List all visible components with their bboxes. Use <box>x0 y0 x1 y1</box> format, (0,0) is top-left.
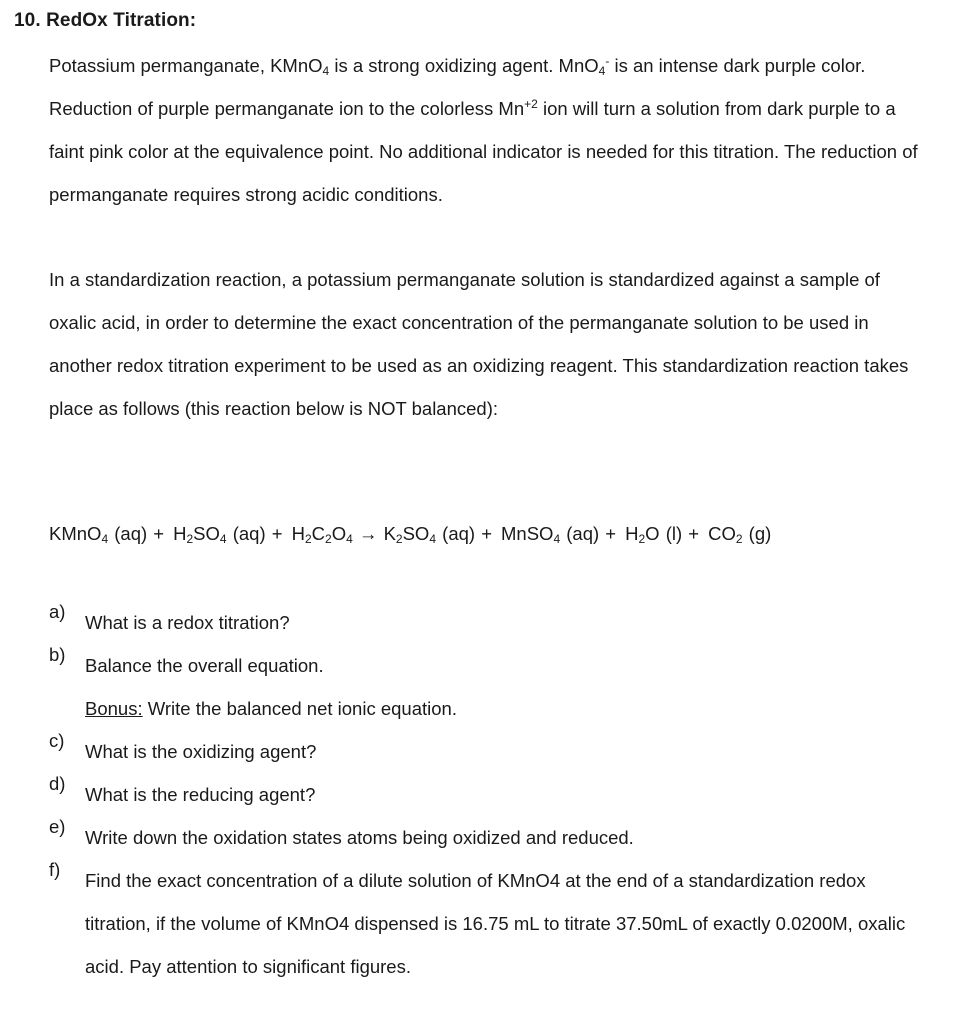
intro-paragraph: Potassium permanganate, KMnO$_4$ is a strong oxidizing agent. MnO$_4$- is an intense dark purple color. Reduction of purple permanganate ion to the colorless $Mn^{+2}$ ion will turn a solution from dark purple to a faint pink color at the equivalence point. No additional indicator is needed for this titration. The reduction of permanganate requires strong acidic conditions. <box>49 54 918 205</box>
document-page: 10. RedOx Titration: Potassium permanganate, KMnO$_4$ is a strong oxidizing agent. MnO$_4$- is an intense dark purple color. Reduction of purple permanganate ion to the colorless $Mn^{+2}$ ion will turn a solution from dark purple to a faint pink color at the equivalence point. No additional indicator is needed for this titration. The reduction of permanganate requires strong acidic conditions. In a standardization reaction, a potassium permanganate solution is standardized against a sample of oxalic acid, in order to determine the exact concentration of the permanganate solution to be used in another redox titration experiment to be used as an oxidizing reagent. This standardization reaction takes place as follows (this reaction below is NOT balanced): KMnO$_4$ $(aq) + H_2SO_4$ $(aq) + H_2C_2O_4 \to K_2SO_4$ (aq) + MnSO$_4$ $(aq) + H_2O$ $(l) + CO_2$ (g) a) What is a redox titration? b) Balance the overall equation. Bonus: Write the balanced net ionic equation. c) What is the oxidizing agent? d) What is the reducing agent? e) Write down the oxidation states atoms being oxidized and reduced. f) Find the exact concentration of a dilute solution of KMnO4 at the end of a standardization redox titration, if the volume of KMnO4 dispensed is 16.75 mL to titrate 37.50mL of exactly 0.0200M, oxalic acid. Pay attention to significant figures. <box>0 0 963 1024</box>
unbalanced-equation: KMnO$_4$ $(aq) + H_2SO_4$ $(aq) + H_2C_2O_4 \to K_2SO_4$ (aq) + MnSO$_4$ $(aq) + H_2O$ $(l) + CO_2$ (g) <box>49 523 772 546</box>
standardization-paragraph: In a standardization reaction, a potassium permanganate solution is standardized against a sample of oxalic acid, in order to determine the exact concentration of the permanganate solution to be used in another redox titration experiment to be used as an oxidizing reagent. This standardization reaction takes place as follows (this reaction below is NOT balanced): <box>49 269 909 419</box>
reaction-arrow: → <box>352 523 384 544</box>
section-heading: 10. RedOx Titration: <box>14 10 197 31</box>
bonus-label: Bonus: <box>85 698 143 719</box>
